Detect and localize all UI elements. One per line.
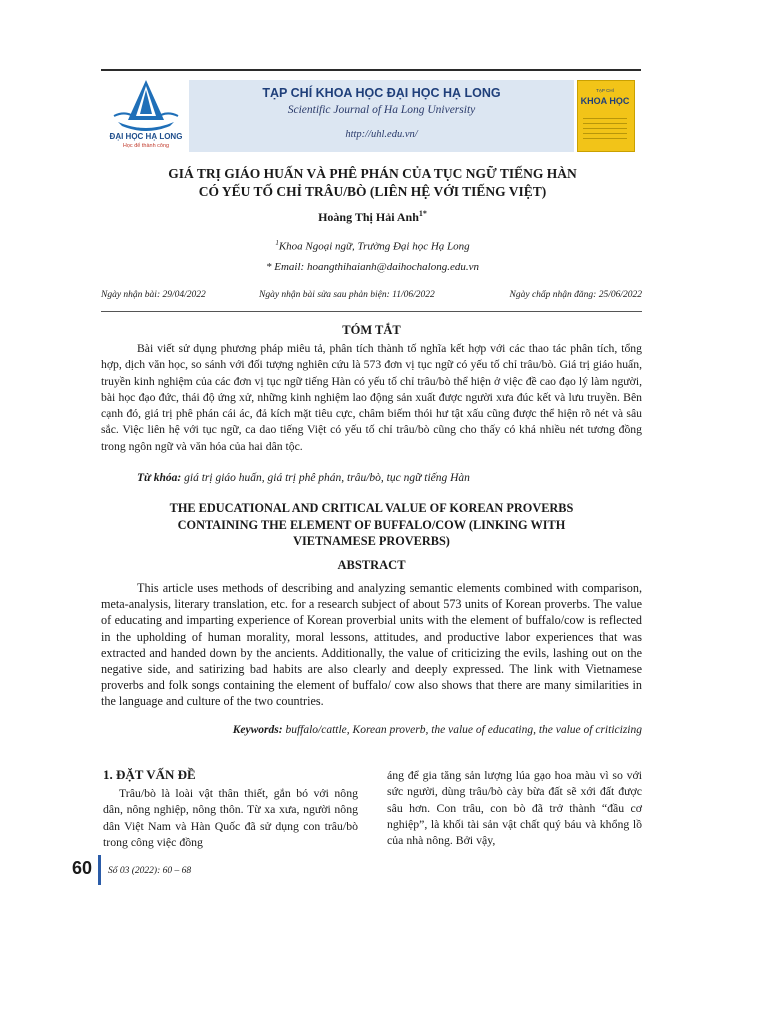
- page-number: 60: [72, 858, 93, 878]
- date-revised: Ngày nhận bài sửa sau phản biện: 11/06/2022: [259, 290, 435, 300]
- keywords-vi-text: giá trị giáo huấn, giá trị phê phán, trâu/bò, tục ngữ tiếng Hàn: [184, 472, 470, 484]
- journal-subtitle: Scientific Journal of Ha Long University: [287, 104, 476, 116]
- title-en-line-3: VIETNAMESE PROVERBS): [293, 534, 450, 548]
- abstract-en-text: This article uses methods of describing and analyzing semantic elements combined with comparison, meta-analysis, literary translation, etc. for a research subject of about 573 units of Korean proverbs. The value of educating and imparting experience of Korean proverbial units with the element of buffalo/cow is reflected in the upholding of human morality, moral lessons, attitudes, and productive labor experiences that was extracted and handed down by the ancients. Additionally, the value of criticizing the evils, lashing out on the negative side, and satirizing bad habits are also clearly and deeply expressed. The link with Vietnamese proverbs and folk songs containing the element of buffalo/ cow also shows that there are many similarities in the language and culture of the two countries.: [101, 581, 642, 709]
- abstract-vi-text: Bài viết sử dụng phương pháp miêu tả, phân tích thành tố nghĩa kết hợp với các thao tác phân tích, tổng hợp, dịch văn học, so sánh với đối tượng nghiên cứu là 573 đơn vị tục ngữ có yếu tố chỉ trâu/bò. Giá trị giáo huấn, truyền kinh nghiệm của các đơn vị tục ngữ tiếng Hàn có yếu tố chỉ trâu/bò thể hiện ở việc đề cao đạo lý làm người, bài học đạo đức, thái độ ứng xử, những kinh nghiệm lao động sản xuất được người xưa đúc kết và lưu truyền. Bên cạnh đó, giá trị phê phán cái ác, đả kích mặt tiêu cực, châm biếm thói hư tật xấu cũng được thể hiện rõ nét và sâu sắc. Việc liên hệ với tục ngữ, ca dao tiếng Việt có yếu tố chỉ trâu/bò cũng cho thấy có khá nhiều nét tương đồng trong ngôn ngữ và văn hóa của hai dân tộc.: [101, 342, 642, 453]
- affiliation-text: Khoa Ngoại ngữ, Trường Đại học Hạ Long: [278, 240, 470, 253]
- footer-divider: [98, 855, 101, 885]
- affiliation-superscript: 1: [275, 239, 279, 247]
- title-vi-line-1: GIÁ TRỊ GIÁO HUẤN VÀ PHÊ PHÁN CỦA TỤC NGỮ TIẾNG HÀN: [168, 166, 577, 181]
- date-received: Ngày nhận bài: 29/04/2022: [101, 290, 206, 300]
- header-rule: [101, 69, 641, 71]
- logo-tagline: Học để thành công: [122, 143, 170, 149]
- cover-small-label: TẠP CHÍ: [596, 88, 614, 93]
- title-en-line-2: CONTAINING THE ELEMENT OF BUFFALO/COW (LINKING WITH: [177, 517, 566, 532]
- author-name: [100, 209, 645, 225]
- section-heading-1: 1. ĐẶT VẤN ĐỀ: [103, 767, 196, 782]
- author-superscript: 1*: [418, 209, 427, 218]
- body-right-column: áng để gia tăng sản lượng lúa gạo hoa màu vì so với sức người, dùng trâu/bò cày bừa đất sẽ xới đất được sâu hơn. Con trâu, con bò đã trở thành “đầu cơ nghiệp”, là khối tài sản vật chất quý báu và khổng lồ của nhà nông. Bởi vậy,: [387, 768, 642, 848]
- keywords-en-text: buffalo/cattle, Korean proverb, the value of educating, the value of criticizing: [285, 724, 642, 736]
- date-accepted: Ngày chấp nhận đăng: 25/06/2022: [509, 290, 642, 300]
- title-en-line-1: THE EDUCATIONAL AND CRITICAL VALUE OF KOREAN PROVERBS: [169, 501, 574, 515]
- cover-text-lines: [583, 118, 627, 140]
- keywords-vi: [101, 472, 642, 484]
- logo-name: ĐẠI HỌC HẠ LONG: [109, 132, 183, 141]
- paper-title-vi: [100, 165, 645, 201]
- title-vi-line-2: CÓ YẾU TỐ CHỈ TRÂU/BÒ (LIÊN HỆ VỚI TIẾNG VIỆT): [198, 184, 547, 199]
- cover-label: KHOA HỌC: [580, 96, 630, 106]
- abstract-vi-heading: TÓM TẮT: [342, 323, 401, 337]
- journal-title: TẠP CHÍ KHOA HỌC ĐẠI HỌC HẠ LONG: [262, 86, 501, 100]
- journal-url[interactable]: http://uhl.edu.vn/: [345, 129, 418, 140]
- affiliation: [100, 239, 645, 253]
- author-email: * Email: hoangthihaianh@daihochalong.edu.vn: [266, 261, 479, 273]
- keywords-vi-label: Từ khóa:: [137, 472, 182, 484]
- body-left-column: Trâu/bò là loài vật thân thiết, gắn bó với nông dân, nông nghiệp, nông thôn. Từ xa xưa, người nông dân Việt Nam và Hàn Quốc đã sử dụng con trâu/bò trong công việc đồng: [103, 786, 358, 849]
- article-dates: [101, 290, 642, 304]
- paper-title-en: [101, 500, 642, 550]
- keywords-en-label: Keywords:: [232, 724, 283, 736]
- abstract-en-heading: ABSTRACT: [337, 558, 406, 572]
- issue-info: Số 03 (2022): 60 – 68: [108, 866, 192, 876]
- author-text: Hoàng Thị Hải Anh: [318, 210, 419, 224]
- dates-divider: [101, 311, 642, 312]
- keywords-en: [101, 724, 642, 736]
